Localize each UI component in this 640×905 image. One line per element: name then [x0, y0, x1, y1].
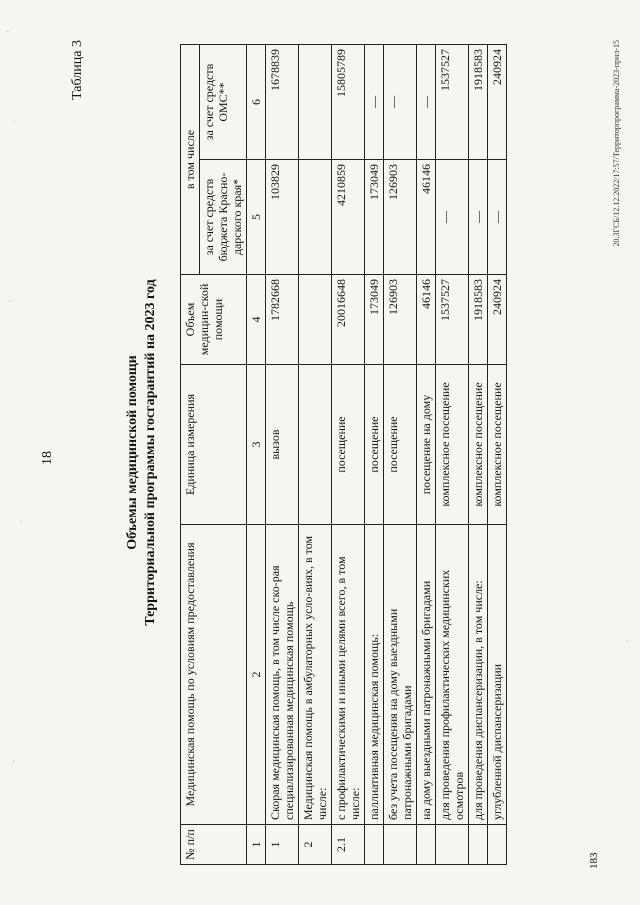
row-name: углубленной диспансеризации [488, 525, 507, 825]
row-oms: 240924 [488, 45, 507, 160]
document-subtitle: Территориальной программы госгарантий на 2023 год [143, 279, 158, 626]
row-number [488, 825, 507, 865]
row-oms: — [417, 45, 436, 160]
row-budget: 103829 [266, 160, 299, 275]
row-volume: 20016648 [332, 275, 365, 365]
row-oms: 1537527 [436, 45, 469, 160]
header-budget: за счет средств бюджета Красно-дарского края* [200, 160, 247, 275]
row-unit [299, 365, 332, 525]
scan-speck [6, 30, 9, 33]
row-name: паллиативная медицинская помощь: [365, 525, 384, 825]
document-title: Объемы медицинской помощи [125, 355, 140, 550]
row-name: для проведения диспансеризации, в том числе: [469, 525, 488, 825]
header-volume: Объем медицин-ской помощи [181, 275, 247, 365]
row-number: 1 [266, 825, 299, 865]
row-volume: 1918583 [469, 275, 488, 365]
row-volume: 173049 [365, 275, 384, 365]
index-cell: 1 [247, 825, 266, 865]
header-including: в том числе [181, 45, 200, 275]
table-label: Таблица 3 [70, 40, 85, 100]
row-unit: комплексное посещение [436, 365, 469, 525]
scan-speck [9, 300, 12, 302]
row-name: Медицинская помощь в амбулаторных усло-виях, в том числе: [299, 525, 332, 825]
table-row [299, 45, 332, 865]
row-number: 2.1 [332, 825, 365, 865]
row-volume: 1782668 [266, 275, 299, 365]
row-budget [299, 160, 332, 275]
row-unit: посещение [384, 365, 417, 525]
row-budget: — [488, 160, 507, 275]
header-oms: за счет средств ОМС** [200, 45, 247, 160]
row-volume [299, 275, 332, 365]
scan-speck [620, 200, 622, 202]
row-unit: комплексное посещение [488, 365, 507, 525]
row-budget: — [436, 160, 469, 275]
index-cell: 2 [247, 525, 266, 825]
table-row [488, 45, 507, 865]
table-row [332, 45, 365, 865]
row-number [436, 825, 469, 865]
row-name: с профилактическими и иными целями всего, в том числе: [332, 525, 365, 825]
row-volume: 1537527 [436, 275, 469, 365]
row-name: для проведения профилактических медицинских осмотров [436, 525, 469, 825]
row-unit: вызов [266, 365, 299, 525]
index-cell: 5 [247, 160, 266, 275]
row-oms: 1918583 [469, 45, 488, 160]
row-oms: — [384, 45, 417, 160]
scan-speck [14, 120, 16, 122]
index-cell: 3 [247, 365, 266, 525]
volumes-table [180, 44, 507, 865]
row-number [469, 825, 488, 865]
row-volume: 46146 [417, 275, 436, 365]
row-oms: 1678839 [266, 45, 299, 160]
header-name: Медицинская помощь по условиям предоставления [181, 525, 247, 825]
table-row [384, 45, 417, 865]
row-number [417, 825, 436, 865]
row-budget: 4210859 [332, 160, 365, 275]
row-unit: посещение на дому [417, 365, 436, 525]
sheet-number: 183 [588, 852, 600, 869]
scan-speck [626, 640, 629, 642]
row-volume: 240924 [488, 275, 507, 365]
scan-speck [20, 520, 22, 523]
row-volume: 126903 [384, 275, 417, 365]
row-number: 2 [299, 825, 332, 865]
table-row [469, 45, 488, 865]
table-row [417, 45, 436, 865]
row-name: на дому выездными патронажными бригадами [417, 525, 436, 825]
index-cell: 6 [247, 45, 266, 160]
row-budget: 173049 [365, 160, 384, 275]
row-oms [299, 45, 332, 160]
table-row [365, 45, 384, 865]
scan-speck [12, 760, 15, 763]
row-budget: 126903 [384, 160, 417, 275]
page-number: 18 [40, 451, 55, 465]
index-cell: 4 [247, 275, 266, 365]
row-budget: 46146 [417, 160, 436, 275]
file-code: 20.3ГСБ/12.12.2022/17:57/Территорпрограмма-2023-прил-15 [612, 40, 621, 247]
row-name: Скорая медицинская помощь, в том числе ско-рая специализированная медицинская помощь [266, 525, 299, 825]
row-unit: посещение [365, 365, 384, 525]
row-budget: — [469, 160, 488, 275]
row-oms: 15805789 [332, 45, 365, 160]
row-number [384, 825, 417, 865]
table-row [436, 45, 469, 865]
header-no: № п/п [181, 825, 247, 865]
table-row [266, 45, 299, 865]
row-name: без учета посещения на дому выездными патронажными бригадами [384, 525, 417, 825]
row-number [365, 825, 384, 865]
row-unit: комплексное посещение [469, 365, 488, 525]
row-unit: посещение [332, 365, 365, 525]
row-oms: — [365, 45, 384, 160]
header-unit: Единица измерения [181, 365, 247, 525]
